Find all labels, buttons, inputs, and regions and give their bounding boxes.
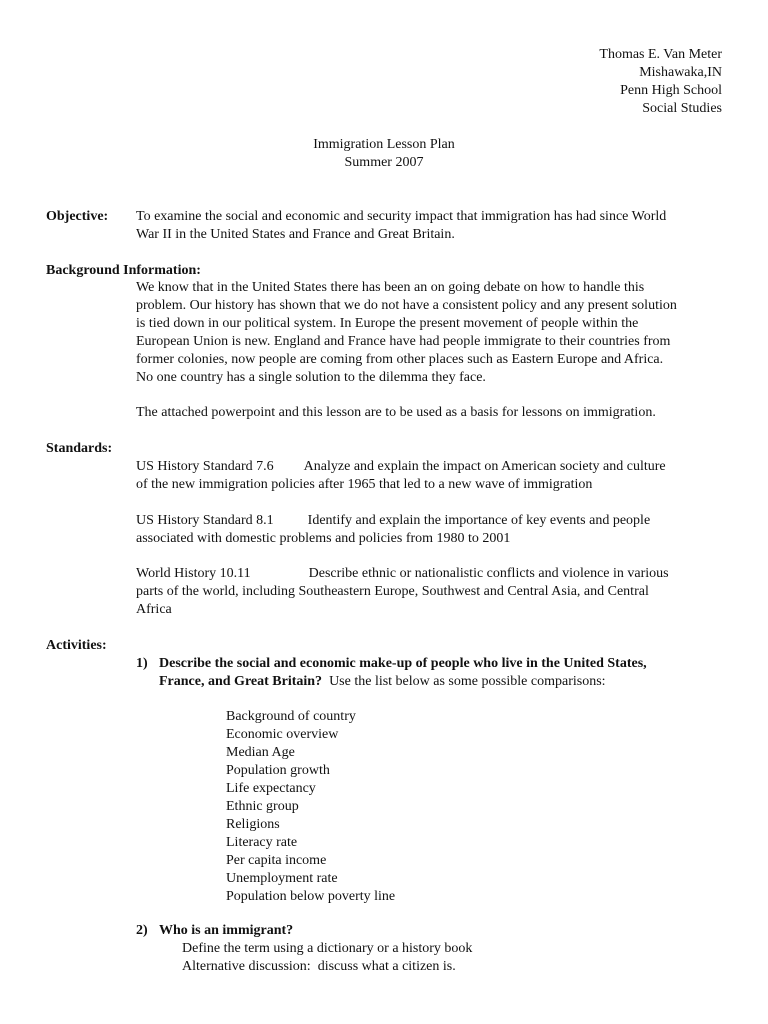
standard-item	[136, 458, 726, 494]
activity-number: 1)	[136, 656, 148, 671]
activity-text	[159, 655, 647, 691]
author-department: Social Studies	[642, 101, 722, 116]
activity-sub-line: Alternative discussion: discuss what a citizen is.	[182, 959, 456, 974]
activity-question-cont: France, and Great Britain?	[159, 674, 323, 689]
standard-code: World History 10.11	[136, 566, 251, 581]
standard-item	[136, 565, 726, 619]
background-label: Background Information:	[46, 263, 201, 278]
background-note	[136, 404, 726, 422]
background-line: No one country has a single solution to the dilemma they face.	[136, 370, 486, 385]
background-line: is tied down in our political system. In Europe the present movement of people within the	[136, 316, 639, 331]
activity-sub-line: Define the term using a dictionary or a history book	[182, 941, 473, 956]
list-item: Literacy rate	[226, 835, 298, 850]
author-header	[599, 46, 722, 118]
list-item: Population below poverty line	[226, 889, 396, 904]
standard-desc-line: Africa	[136, 602, 172, 617]
background-line: European Union is new. England and France have had people immigrate to their countries from	[136, 334, 671, 349]
standard-desc: Identify and explain the importance of key events and people	[307, 513, 651, 528]
list-item: Life expectancy	[226, 781, 316, 796]
standard-desc: Analyze and explain the impact on American society and culture	[303, 459, 666, 474]
list-item: Ethnic group	[226, 799, 299, 814]
background-line: former colonies, now people are coming from other places such as Eastern Europe and Africa.	[136, 352, 664, 367]
list-item: Per capita income	[226, 853, 327, 868]
standard-item	[136, 512, 726, 548]
background-note-line: The attached powerpoint and this lesson are to be used as a basis for lessons on immigration.	[136, 405, 656, 420]
activity-title	[159, 922, 293, 940]
standard-code: US History Standard 8.1	[136, 513, 274, 528]
author-school: Penn High School	[620, 83, 722, 98]
background-text	[136, 279, 726, 387]
objective-line: War II in the United States and France and Great Britain.	[136, 227, 455, 242]
title-line-2: Summer 2007	[344, 155, 424, 170]
activity-question: Who is an immigrant?	[159, 923, 294, 938]
activity-subtext	[182, 940, 472, 976]
list-item: Median Age	[226, 745, 295, 760]
objective-label: Objective:	[46, 209, 109, 224]
background-line: problem. Our history has shown that we do not have a consistent policy and any present solution	[136, 298, 677, 313]
list-item: Economic overview	[226, 727, 339, 742]
comparison-list	[226, 708, 395, 906]
author-name: Thomas E. Van Meter	[599, 47, 722, 62]
document-title	[0, 136, 768, 172]
standard-desc: Describe ethnic or nationalistic conflicts and violence in various	[308, 566, 669, 581]
list-item: Unemployment rate	[226, 871, 338, 886]
activity-instruction: Use the list below as some possible comparisons:	[322, 674, 606, 689]
background-line: We know that in the United States there has been an on going debate on how to handle this	[136, 280, 645, 295]
standard-desc-line: parts of the world, including Southeastern Europe, Southwest and Central Asia, and Central	[136, 584, 649, 599]
objective-text	[136, 208, 726, 244]
activities-label: Activities:	[46, 638, 107, 653]
author-city: Mishawaka,IN	[639, 65, 722, 80]
standard-code: US History Standard 7.6	[136, 459, 274, 474]
standards-label: Standards:	[46, 441, 113, 456]
objective-line: To examine the social and economic and security impact that immigration has had since World	[136, 209, 667, 224]
list-item: Religions	[226, 817, 280, 832]
list-item: Population growth	[226, 763, 330, 778]
standard-desc-line: associated with domestic problems and policies from 1980 to 2001	[136, 531, 511, 546]
standard-desc-line: of the new immigration policies after 1965 that led to a new wave of immigration	[136, 477, 593, 492]
activity-question: Describe the social and economic make-up of people who live in the United States,	[159, 656, 647, 671]
list-item: Background of country	[226, 709, 356, 724]
title-line-1: Immigration Lesson Plan	[313, 137, 455, 152]
activity-number: 2)	[136, 923, 148, 938]
